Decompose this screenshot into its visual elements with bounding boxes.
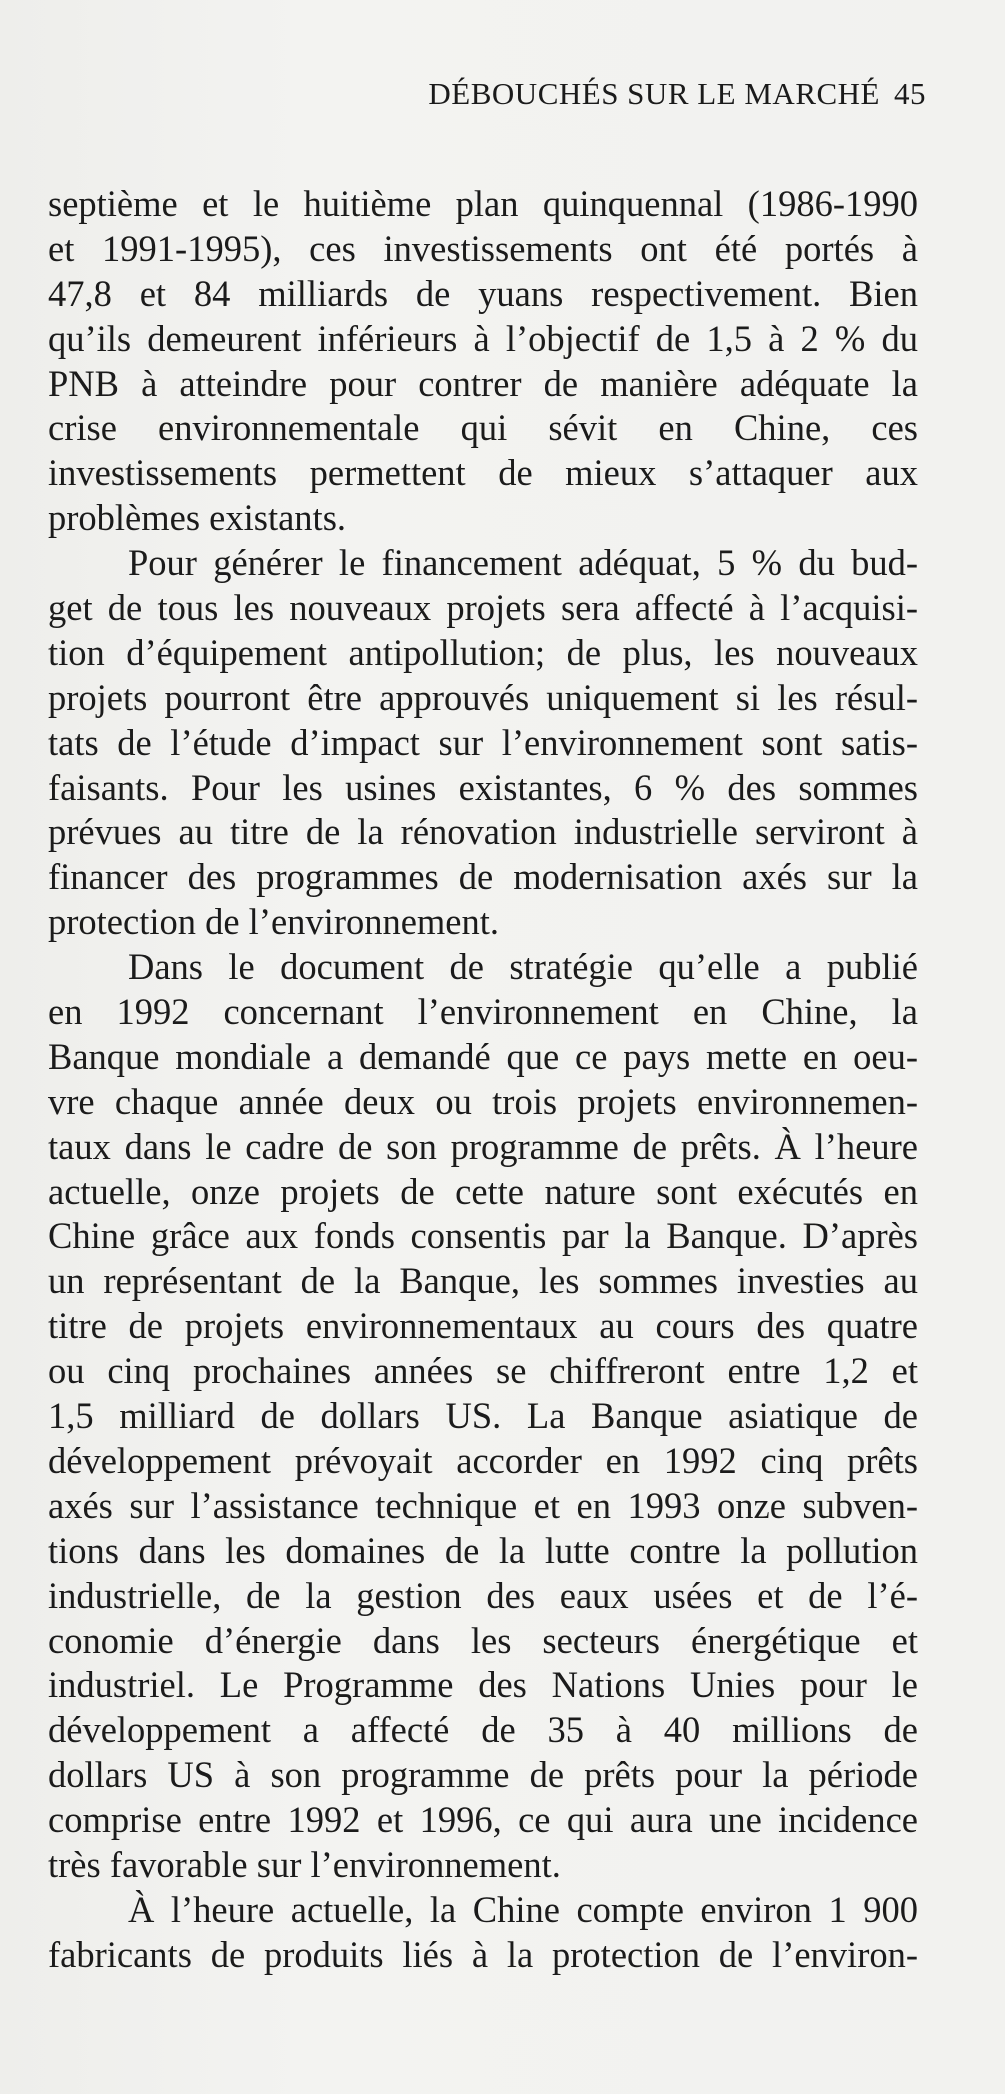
text-line: tats de l’étude d’impact sur l’environnement sont satis- bbox=[48, 721, 918, 763]
text-line: comprise entre 1992 et 1996, ce qui aura une incidence bbox=[48, 1799, 918, 1841]
text-line: 1,5 milliard de dollars US. La Banque asiatique de bbox=[48, 1395, 918, 1437]
text-line: tion d’équipement antipollution; de plus, les nouveaux bbox=[48, 631, 918, 673]
text-line: prévues au titre de la rénovation industrielle serviront à bbox=[48, 811, 918, 853]
text-line: problèmes existants. bbox=[48, 497, 347, 539]
paragraph bbox=[48, 945, 918, 1888]
text-line: actuelle, onze projets de cette nature sont exécutés en bbox=[48, 1170, 918, 1212]
text-line: en 1992 concernant l’environnement en Chine, la bbox=[48, 991, 918, 1033]
text-line: conomie d’énergie dans les secteurs énergétique et bbox=[48, 1619, 918, 1661]
text-line: protection de l’environnement. bbox=[48, 901, 500, 943]
text-line: crise environnementale qui sévit en Chine, ces bbox=[48, 407, 918, 449]
text-line: vre chaque année deux ou trois projets environnemen- bbox=[48, 1080, 918, 1122]
text-line: industrielle, de la gestion des eaux usées et de l’é- bbox=[48, 1574, 918, 1616]
text-line: fabricants de produits liés à la protection de l’environ- bbox=[48, 1933, 918, 1975]
text-line: faisants. Pour les usines existantes, 6 % des sommes bbox=[48, 766, 918, 808]
text-line: un représentant de la Banque, les sommes investies au bbox=[48, 1260, 918, 1302]
text-line: Banque mondiale a demandé que ce pays mette en oeu- bbox=[48, 1035, 918, 1077]
text-line: titre de projets environnementaux au cours des quatre bbox=[48, 1305, 918, 1347]
text-line: et 1991-1995), ces investissements ont été portés à bbox=[48, 227, 918, 269]
running-head-title: DÉBOUCHÉS SUR LE MARCHÉ bbox=[428, 76, 880, 111]
body-text bbox=[48, 182, 918, 1978]
text-line: financer des programmes de modernisation axés sur la bbox=[48, 856, 918, 898]
text-line: dollars US à son programme de prêts pour la période bbox=[48, 1754, 918, 1796]
text-line: investissements permettent de mieux s’attaquer aux bbox=[48, 452, 918, 494]
paragraph bbox=[48, 1888, 918, 1978]
text-line: projets pourront être approuvés uniquement si les résul- bbox=[48, 676, 918, 718]
text-line: tions dans les domaines de la lutte contre la pollution bbox=[48, 1529, 918, 1571]
text-line: PNB à atteindre pour contrer de manière adéquate la bbox=[48, 362, 918, 404]
text-line: taux dans le cadre de son programme de prêts. À l’heure bbox=[48, 1125, 918, 1167]
text-line: axés sur l’assistance technique et en 1993 onze subven- bbox=[48, 1484, 918, 1526]
paragraph bbox=[48, 182, 918, 541]
paragraph bbox=[48, 541, 918, 945]
text-line: développement a affecté de 35 à 40 millions de bbox=[48, 1709, 918, 1751]
text-line: Dans le document de stratégie qu’elle a publié bbox=[128, 946, 918, 988]
text-line: Pour générer le financement adéquat, 5 % du bud- bbox=[128, 542, 918, 584]
text-line: Chine grâce aux fonds consentis par la Banque. D’après bbox=[48, 1215, 918, 1257]
text-line: get de tous les nouveaux projets sera affecté à l’acquisi- bbox=[48, 587, 918, 629]
running-head bbox=[48, 76, 926, 112]
text-line: 47,8 et 84 milliards de yuans respectivement. Bien bbox=[48, 272, 918, 314]
text-line: qu’ils demeurent inférieurs à l’objectif de 1,5 à 2 % du bbox=[48, 317, 918, 359]
text-line: À l’heure actuelle, la Chine compte environ 1 900 bbox=[128, 1888, 918, 1930]
page-number: 45 bbox=[894, 76, 926, 111]
text-line: septième et le huitième plan quinquennal (1986-1990 bbox=[48, 183, 918, 224]
text-line: industriel. Le Programme des Nations Unies pour le bbox=[48, 1664, 918, 1706]
text-line: très favorable sur l’environnement. bbox=[48, 1843, 561, 1885]
text-line: développement prévoyait accorder en 1992 cinq prêts bbox=[48, 1439, 918, 1481]
text-line: ou cinq prochaines années se chiffreront entre 1,2 et bbox=[48, 1350, 918, 1392]
